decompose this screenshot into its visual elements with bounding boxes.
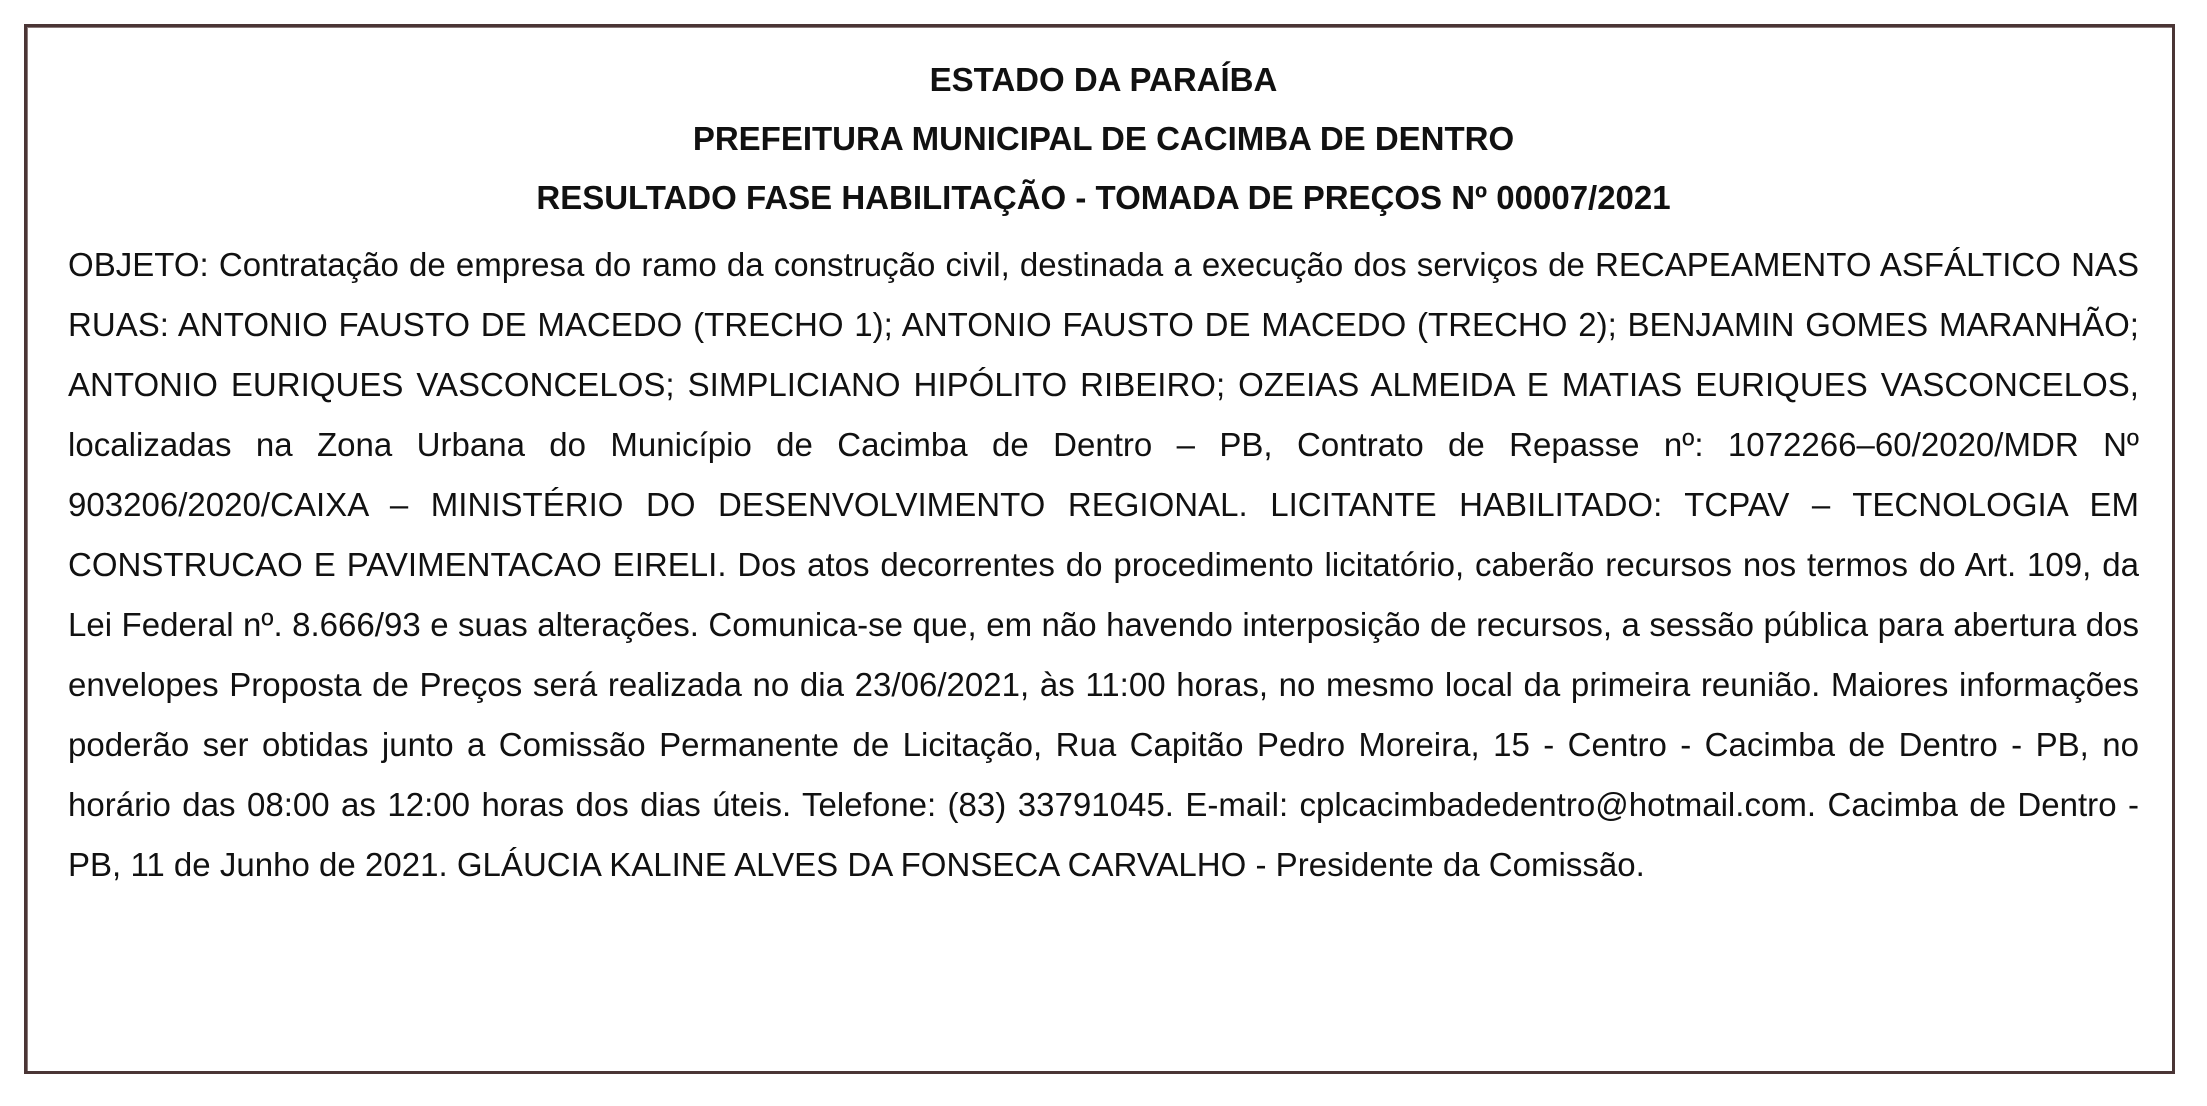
notice-body: OBJETO: Contratação de empresa do ramo da construção civil, destinada a execução dos serviços de RECAPEAMENTO ASFÁLTICO NAS RUAS: ANTONIO FAUSTO DE MACEDO (TRECHO 1); ANTONIO FAUSTO DE MACEDO (TRECHO 2); BENJAMIN GOMES MARANHÃO; ANTONIO EURIQUES VASCONCELOS; SIMPLICIANO HIPÓLITO RIBEIRO; OZEIAS ALMEIDA E MATIAS EURIQUES VASCONCELOS, localizadas na Zona Urbana do Município de Cacimba de Dentro – PB, Contrato de Repasse nº: 1072266–60/2020/MDR Nº 903206/2020/CAIXA – MINISTÉRIO DO DESENVOLVIMENTO REGIONAL. LICITANTE HABILITADO: TCPAV – TECNOLOGIA EM CONSTRUCAO E PAVIMENTACAO EIRELI. Dos atos decorrentes do procedimento licitatório, caberão recursos nos termos do Art. 109, da Lei Federal nº. 8.666/93 e suas alterações. Comunica-se que, em não havendo interposição de recursos, a sessão pública para abertura dos envelopes Proposta de Preços será realizada no dia 23/06/2021, às 11:00 horas, no mesmo local da primeira reunião. Maiores informações poderão ser obtidas junto a Comissão Permanente de Licitação, Rua Capitão Pedro Moreira, 15 - Centro - Cacimba de Dentro - PB, no horário das 08:00 as 12:00 horas dos dias úteis. Telefone: (83) 33791045. E-mail: cplcacimbadedentro@hotmail.com. Cacimba de Dentro - PB, 11 de Junho de 2021. GLÁUCIA KALINE ALVES DA FONSECA CARVALHO - Presidente da Comissão.: [68, 246, 2139, 883]
municipality-heading: PREFEITURA MUNICIPAL DE CACIMBA DE DENTRO: [692, 120, 1515, 157]
state-heading: ESTADO DA PARAÍBA: [929, 61, 1278, 98]
notice-title: RESULTADO FASE HABILITAÇÃO - TOMADA DE PREÇOS Nº 00007/2021: [536, 179, 1671, 216]
notice-content: [68, 58, 2139, 895]
